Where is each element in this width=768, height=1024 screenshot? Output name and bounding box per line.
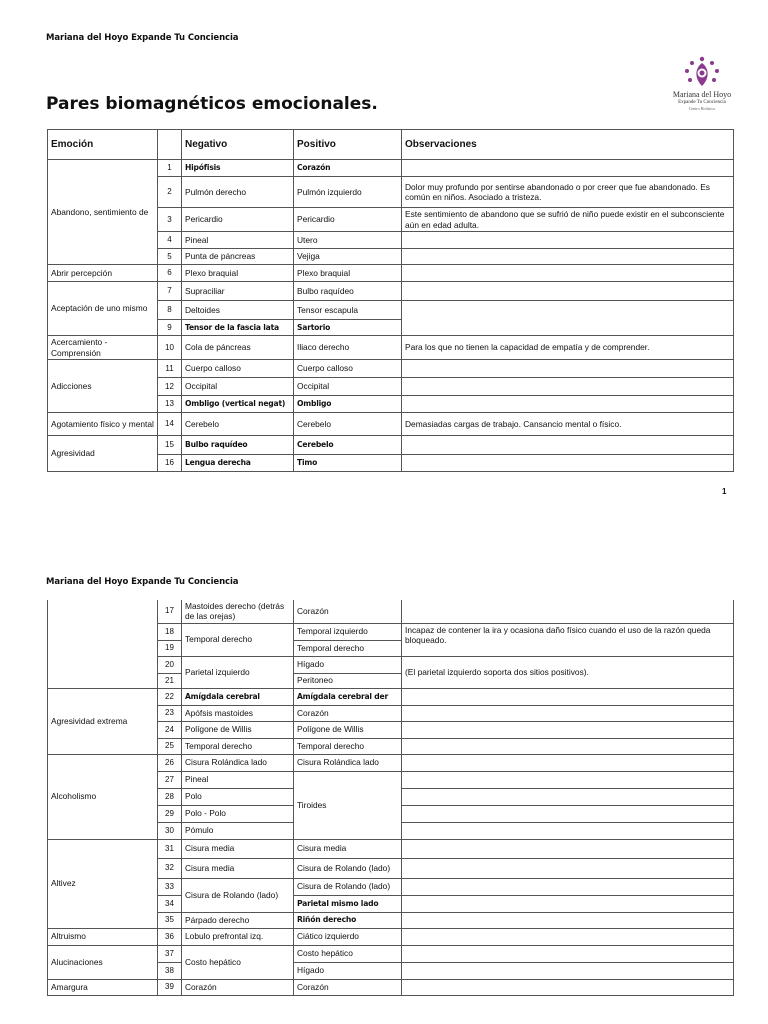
negative-cell: Bulbo raquídeo — [182, 436, 294, 455]
positive-cell: Ombligo — [294, 396, 402, 413]
negative-cell: Polo — [182, 788, 294, 805]
row-number: 39 — [158, 979, 182, 995]
table-row — [48, 979, 734, 995]
emotion-cell: Altruismo — [48, 928, 158, 945]
emotion-cell: Aceptación de uno mismo — [48, 282, 158, 336]
table-row — [48, 265, 734, 282]
negative-cell: Pineal — [182, 771, 294, 788]
logo-subtitle-2: Centro Holístico — [688, 106, 716, 111]
observation-cell — [402, 912, 734, 928]
row-number: 14 — [158, 413, 182, 436]
negative-cell: Punta de páncreas — [182, 249, 294, 265]
negative-cell: Polígone de Willis — [182, 721, 294, 738]
row-number: 17 — [158, 600, 182, 623]
negative-cell: Cisura de Rolando (lado) — [182, 878, 294, 912]
observation-cell — [402, 282, 734, 301]
positive-cell: Hígado — [294, 962, 402, 979]
negative-cell: Pericardio — [182, 208, 294, 232]
table-row — [48, 945, 734, 962]
emotion-cell: Abrir percepción — [48, 265, 158, 282]
emotion-cell: Alcoholismo — [48, 754, 158, 839]
observation-cell — [402, 705, 734, 721]
row-number: 18 — [158, 623, 182, 640]
row-number: 6 — [158, 265, 182, 282]
observation-cell — [402, 839, 734, 858]
positive-cell: Peritoneo — [294, 673, 402, 688]
emotion-cell: Acercamiento - Comprensión — [48, 336, 158, 360]
row-number: 23 — [158, 705, 182, 721]
row-number: 20 — [158, 656, 182, 673]
positive-cell: Pulmón izquierdo — [294, 177, 402, 208]
negative-cell: Cisura Rolándica lado — [182, 754, 294, 771]
table-row — [48, 600, 734, 623]
positive-cell: Polígone de Willis — [294, 721, 402, 738]
emotion-cell: Agotamiento físico y mental — [48, 413, 158, 436]
positive-cell: Plexo braquial — [294, 265, 402, 282]
observation-cell — [402, 436, 734, 455]
positive-cell: Tensor escapula — [294, 301, 402, 320]
row-number: 9 — [158, 320, 182, 336]
negative-cell: Amígdala cerebral — [182, 688, 294, 705]
positive-cell: Cuerpo calloso — [294, 360, 402, 378]
observation-cell — [402, 455, 734, 472]
row-number: 38 — [158, 962, 182, 979]
row-number: 24 — [158, 721, 182, 738]
positive-cell: Cerebelo — [294, 413, 402, 436]
positive-cell: Corazón — [294, 979, 402, 995]
page-number: 1 — [722, 487, 727, 496]
row-number: 8 — [158, 301, 182, 320]
negative-cell: Cuerpo calloso — [182, 360, 294, 378]
table-row — [48, 754, 734, 771]
row-number: 28 — [158, 788, 182, 805]
negative-cell: Occipital — [182, 378, 294, 396]
positive-cell: Pericardio — [294, 208, 402, 232]
negative-cell: Corazón — [182, 979, 294, 995]
negative-cell: Lengua derecha — [182, 455, 294, 472]
observation-cell — [402, 858, 734, 878]
negative-cell: Temporal derecho — [182, 738, 294, 754]
observation-cell — [402, 396, 734, 413]
positive-cell: Cisura media — [294, 839, 402, 858]
negative-cell: Cisura media — [182, 839, 294, 858]
emotion-cell: Adicciones — [48, 360, 158, 413]
table-row — [48, 360, 734, 378]
row-number: 32 — [158, 858, 182, 878]
row-number: 26 — [158, 754, 182, 771]
negative-cell: Parietal izquierdo — [182, 656, 294, 688]
observation-cell — [402, 738, 734, 754]
row-number: 22 — [158, 688, 182, 705]
row-number: 21 — [158, 673, 182, 688]
observation-cell: (El parietal izquierdo soporta dos sitios positivos). — [402, 656, 734, 688]
emotion-cell: Altivez — [48, 839, 158, 928]
positive-cell: Corazón — [294, 600, 402, 623]
positive-cell: Vejiga — [294, 249, 402, 265]
row-number: 10 — [158, 336, 182, 360]
observation-cell — [402, 721, 734, 738]
negative-cell: Plexo braquial — [182, 265, 294, 282]
observation-cell — [402, 265, 734, 282]
observation-cell — [402, 600, 734, 623]
negative-cell: Pulmón derecho — [182, 177, 294, 208]
observation-cell — [402, 788, 734, 805]
row-number: 27 — [158, 771, 182, 788]
header-positivo: Positivo — [294, 130, 402, 160]
negative-cell: Apófsis mastoides — [182, 705, 294, 721]
header-negativo: Negativo — [182, 130, 294, 160]
negative-cell: Pineal — [182, 232, 294, 249]
positive-cell: Ciático izquierdo — [294, 928, 402, 945]
observation-cell: Demasiadas cargas de trabajo. Cansancio mental o físico. — [402, 413, 734, 436]
row-number: 7 — [158, 282, 182, 301]
emotion-cell: Agresividad extrema — [48, 688, 158, 754]
row-number: 35 — [158, 912, 182, 928]
emotion-cell: Amargura — [48, 979, 158, 995]
positive-cell: Corazón — [294, 705, 402, 721]
observation-cell — [402, 301, 734, 336]
observation-cell — [402, 160, 734, 177]
table-row — [48, 413, 734, 436]
table-row — [48, 928, 734, 945]
row-number: 11 — [158, 360, 182, 378]
row-number: 15 — [158, 436, 182, 455]
row-number: 16 — [158, 455, 182, 472]
row-number: 33 — [158, 878, 182, 895]
row-number: 4 — [158, 232, 182, 249]
negative-cell: Mastoides derecho (detrás de las orejas) — [182, 600, 294, 623]
page-header: Mariana del Hoyo Expande Tu Conciencia — [46, 577, 239, 587]
table-row — [48, 160, 734, 177]
negative-cell: Ombligo (vertical negat) — [182, 396, 294, 413]
positive-cell: Cisura de Rolando (lado) — [294, 878, 402, 895]
positive-cell: Cisura Rolándica lado — [294, 754, 402, 771]
row-number: 13 — [158, 396, 182, 413]
positive-cell: Corazón — [294, 160, 402, 177]
positive-cell: Sartorio — [294, 320, 402, 336]
table-row — [48, 688, 734, 705]
header-number — [158, 130, 182, 160]
observation-cell: Dolor muy profundo por sentirse abandonado o por creer que fue abandonado. Es común en niños. Asociado a tristeza. — [402, 177, 734, 208]
lotus-logo-icon — [668, 54, 736, 90]
observation-cell — [402, 249, 734, 265]
positive-cell: Utero — [294, 232, 402, 249]
row-number: 2 — [158, 177, 182, 208]
observation-cell — [402, 878, 734, 895]
observation-cell — [402, 822, 734, 839]
observation-cell — [402, 688, 734, 705]
observation-cell — [402, 928, 734, 945]
negative-cell: Temporal derecho — [182, 623, 294, 656]
emotion-cell: Alucinaciones — [48, 945, 158, 979]
positive-cell: Temporal izquierdo — [294, 623, 402, 640]
positive-cell: Occipital — [294, 378, 402, 396]
logo-subtitle: Expande Tu Conciencia — [678, 100, 726, 105]
positive-cell: Cerebelo — [294, 436, 402, 455]
row-number: 25 — [158, 738, 182, 754]
emotion-cell — [48, 600, 158, 688]
emotions-table-page-1 — [47, 129, 734, 472]
positive-cell: Amígdala cerebral der — [294, 688, 402, 705]
emotions-table-page-2 — [47, 600, 734, 996]
observation-cell — [402, 754, 734, 771]
observation-cell — [402, 895, 734, 912]
observation-cell: Para los que no tienen la capacidad de empatía y de comprender. — [402, 336, 734, 360]
negative-cell: Párpado derecho — [182, 912, 294, 928]
table-row — [48, 839, 734, 858]
row-number: 37 — [158, 945, 182, 962]
row-number: 36 — [158, 928, 182, 945]
page-header: Mariana del Hoyo Expande Tu Conciencia — [46, 33, 239, 43]
negative-cell: Pómulo — [182, 822, 294, 839]
row-number: 30 — [158, 822, 182, 839]
observation-cell — [402, 979, 734, 995]
negative-cell: Supraciliar — [182, 282, 294, 301]
positive-cell: Costo hepático — [294, 945, 402, 962]
positive-cell: Temporal derecho — [294, 738, 402, 754]
row-number: 3 — [158, 208, 182, 232]
positive-cell: Temporal derecho — [294, 640, 402, 656]
row-number: 5 — [158, 249, 182, 265]
table-row — [48, 336, 734, 360]
row-number: 1 — [158, 160, 182, 177]
header-observaciones: Observaciones — [402, 130, 734, 160]
negative-cell: Cisura media — [182, 858, 294, 878]
negative-cell: Cerebelo — [182, 413, 294, 436]
negative-cell: Costo hepático — [182, 945, 294, 979]
positive-cell: Timo — [294, 455, 402, 472]
observation-cell — [402, 232, 734, 249]
observation-cell — [402, 360, 734, 378]
observation-cell — [402, 378, 734, 396]
table-row — [48, 436, 734, 455]
positive-cell: Tiroides — [294, 771, 402, 839]
negative-cell: Lobulo prefrontal izq. — [182, 928, 294, 945]
negative-cell: Hipófisis — [182, 160, 294, 177]
positive-cell: Hígado — [294, 656, 402, 673]
negative-cell: Tensor de la fascia lata — [182, 320, 294, 336]
row-number: 12 — [158, 378, 182, 396]
emotion-cell: Abandono, sentimiento de — [48, 160, 158, 265]
negative-cell: Cola de páncreas — [182, 336, 294, 360]
negative-cell: Polo - Polo — [182, 805, 294, 822]
observation-cell — [402, 945, 734, 962]
row-number: 29 — [158, 805, 182, 822]
row-number: 19 — [158, 640, 182, 656]
table-row — [48, 282, 734, 301]
observation-cell: Este sentimiento de abandono que se sufrió de niño puede existir en el subconsciente aún en edad adulta. — [402, 208, 734, 232]
positive-cell: Riñón derecho — [294, 912, 402, 928]
observation-cell: Incapaz de contener la ira y ocasiona daño físico cuando el uso de la razón queda bloqueado. — [402, 623, 734, 656]
header-emocion: Emoción — [48, 130, 158, 160]
negative-cell: Deltoides — [182, 301, 294, 320]
row-number: 34 — [158, 895, 182, 912]
positive-cell: Bulbo raquídeo — [294, 282, 402, 301]
positive-cell: Parietal mismo lado — [294, 895, 402, 912]
positive-cell: Iliaco derecho — [294, 336, 402, 360]
logo-name: Mariana del Hoyo — [672, 90, 732, 99]
observation-cell — [402, 805, 734, 822]
page-title: Pares biomagnéticos emocionales. — [46, 94, 378, 114]
emotion-cell: Agresividad — [48, 436, 158, 472]
observation-cell — [402, 771, 734, 788]
observation-cell — [402, 962, 734, 979]
table-header-row — [48, 130, 734, 160]
positive-cell: Cisura de Rolando (lado) — [294, 858, 402, 878]
logo — [668, 54, 736, 116]
row-number: 31 — [158, 839, 182, 858]
